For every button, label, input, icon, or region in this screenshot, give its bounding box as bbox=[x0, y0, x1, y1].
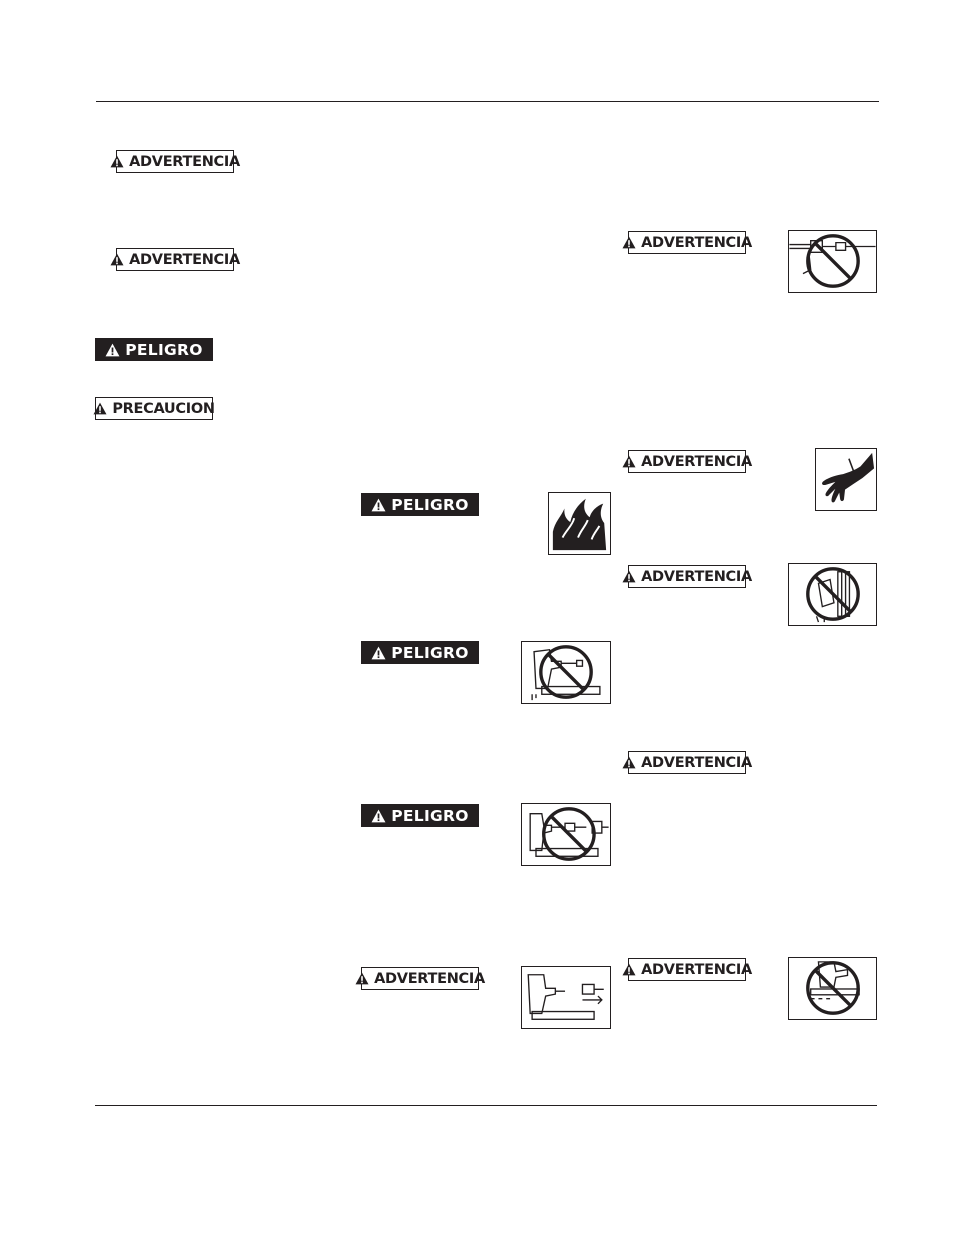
prohibited-magazine-icon bbox=[788, 563, 877, 626]
peligro-label bbox=[361, 804, 479, 827]
warning-triangle-icon bbox=[110, 155, 124, 168]
label-text: PELIGRO bbox=[391, 643, 469, 662]
warning-triangle-icon bbox=[355, 972, 369, 985]
label-text: PELIGRO bbox=[391, 495, 469, 514]
warning-triangle-icon bbox=[622, 236, 636, 249]
warning-triangle-icon bbox=[622, 570, 636, 583]
warning-triangle-icon bbox=[110, 253, 124, 266]
label-text: PRECAUCION bbox=[112, 400, 215, 417]
warning-triangle-icon bbox=[622, 963, 636, 976]
warning-triangle-icon bbox=[371, 809, 386, 823]
label-text: ADVERTENCIA bbox=[641, 234, 752, 251]
label-text: PELIGRO bbox=[391, 806, 469, 825]
advertencia-label bbox=[628, 565, 752, 588]
prohibited-nailer-icon bbox=[521, 641, 611, 704]
advertencia-label bbox=[361, 967, 485, 990]
advertencia-label bbox=[116, 248, 240, 271]
prohibited-coupling-icon bbox=[788, 230, 877, 293]
top-rule bbox=[96, 101, 879, 102]
label-text: ADVERTENCIA bbox=[129, 251, 240, 268]
precaucion-label bbox=[95, 397, 213, 420]
warning-triangle-icon bbox=[371, 646, 386, 660]
warning-triangle-icon bbox=[622, 455, 636, 468]
label-text: ADVERTENCIA bbox=[374, 970, 485, 987]
peligro-label bbox=[361, 493, 479, 516]
advertencia-label bbox=[628, 450, 752, 473]
label-text: ADVERTENCIA bbox=[641, 568, 752, 585]
advertencia-label bbox=[116, 150, 240, 173]
peligro-label bbox=[95, 338, 213, 361]
advertencia-label bbox=[628, 958, 752, 981]
disconnect-air-icon bbox=[521, 966, 611, 1029]
advertencia-label bbox=[628, 231, 752, 254]
warning-triangle-icon bbox=[93, 402, 107, 415]
prohibited-disconnect-icon bbox=[521, 803, 611, 866]
label-text: ADVERTENCIA bbox=[129, 153, 240, 170]
warning-triangle-icon bbox=[371, 498, 386, 512]
bottom-rule bbox=[95, 1105, 877, 1106]
label-text: ADVERTENCIA bbox=[641, 961, 752, 978]
label-text: ADVERTENCIA bbox=[641, 754, 752, 771]
hand-injury-icon bbox=[815, 448, 877, 511]
warning-triangle-icon bbox=[622, 756, 636, 769]
label-text: ADVERTENCIA bbox=[641, 453, 752, 470]
advertencia-label bbox=[628, 751, 752, 774]
warning-triangle-icon bbox=[105, 343, 120, 357]
prohibited-trigger-icon bbox=[788, 957, 877, 1020]
label-text: PELIGRO bbox=[125, 340, 203, 359]
fire-hazard-icon bbox=[548, 492, 611, 555]
peligro-label bbox=[361, 641, 479, 664]
